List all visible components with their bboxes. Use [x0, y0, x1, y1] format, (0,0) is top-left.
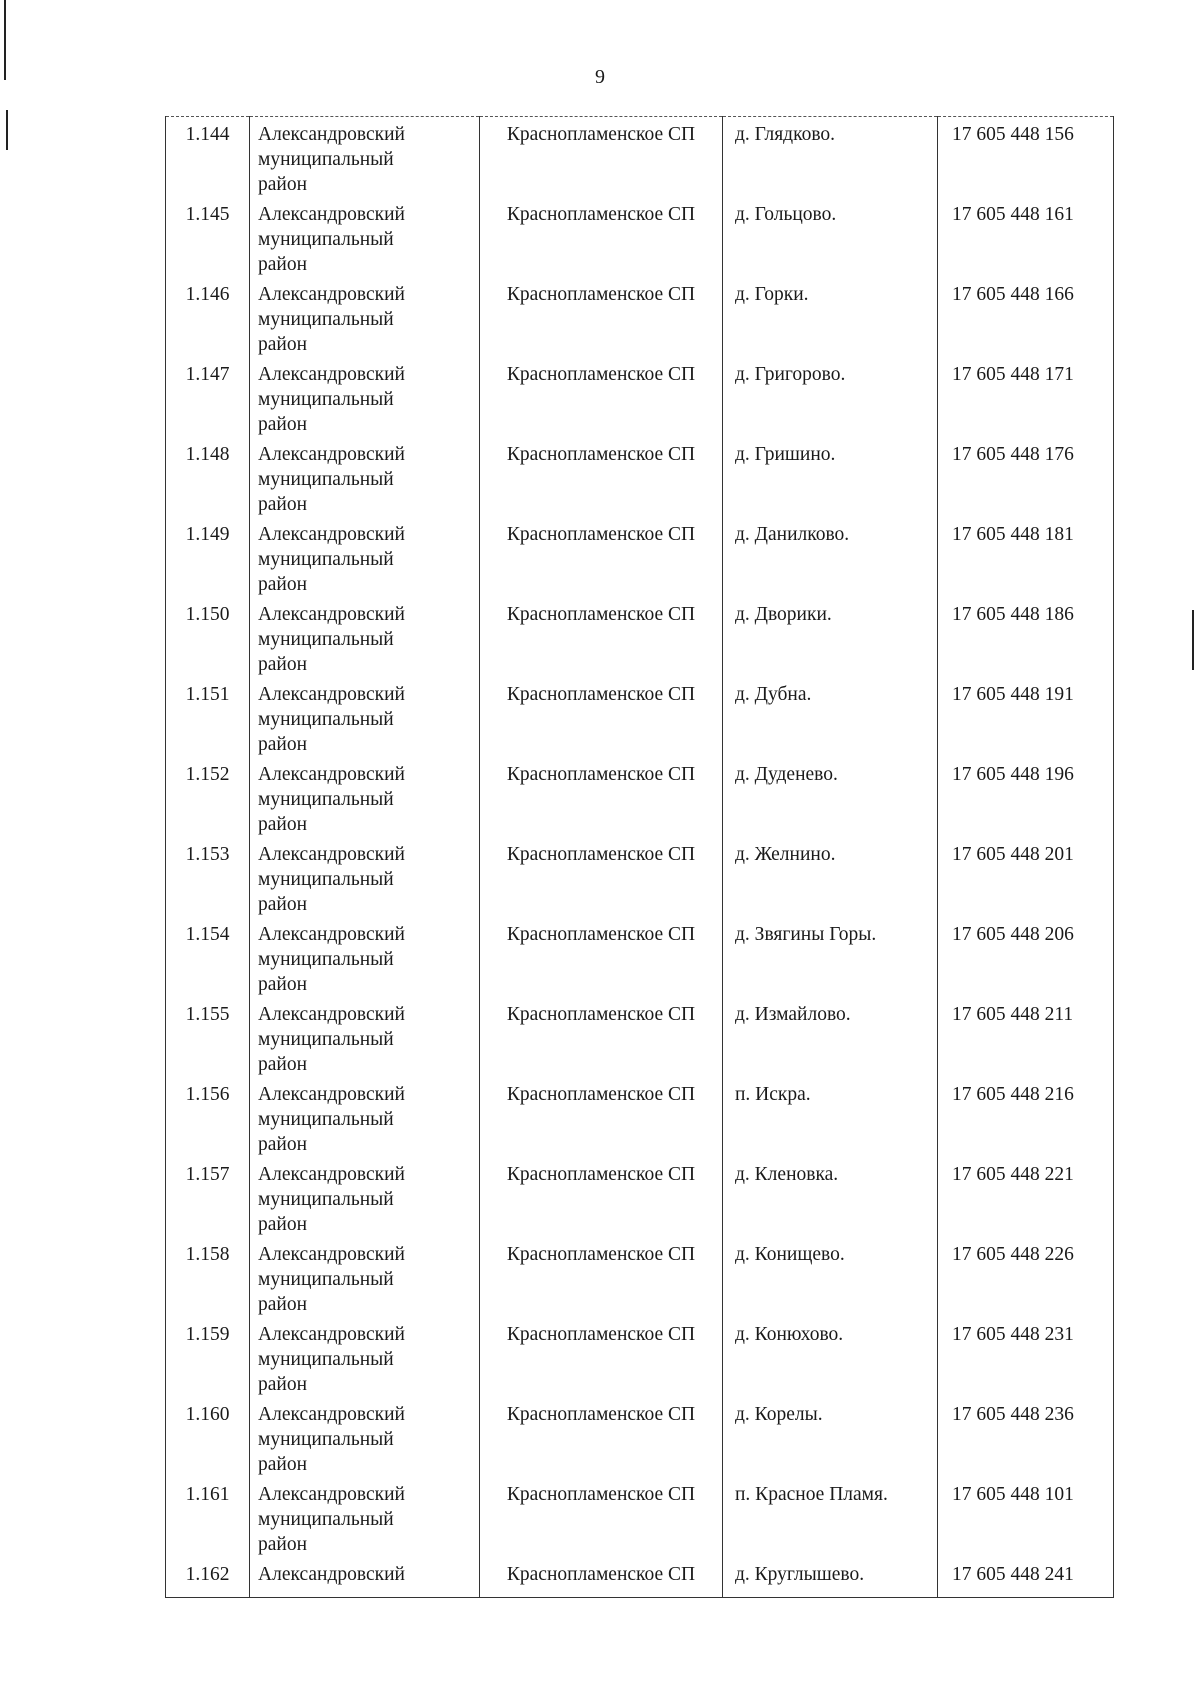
municipality-text: Александровский муниципальный район: [258, 1484, 405, 1555]
row-number-text: 1.159: [185, 1324, 230, 1345]
row-number-text: 1.155: [185, 1004, 230, 1025]
settlement-text: Краснопламенское СП: [506, 1084, 696, 1105]
settlement-cell: [480, 837, 723, 917]
municipality-text: Александровский муниципальный район: [258, 1004, 405, 1075]
row-number-text: 1.158: [185, 1244, 230, 1265]
row-number-cell: [166, 117, 250, 198]
table-row: [166, 1557, 1114, 1597]
municipality-cell: [250, 757, 480, 837]
oktmo-code-cell: [938, 917, 1114, 997]
locality-text: д. Корелы.: [735, 1404, 823, 1425]
settlement-text: Краснопламенское СП: [506, 684, 696, 705]
locality-cell: [723, 677, 938, 757]
municipality-cell: [250, 1397, 480, 1477]
locality-cell: [723, 597, 938, 677]
table-row: [166, 437, 1114, 517]
row-number-text: 1.151: [185, 684, 230, 705]
municipality-cell: [250, 197, 480, 277]
row-number-text: 1.150: [185, 604, 230, 625]
table-row: [166, 597, 1114, 677]
settlement-text: Краснопламенское СП: [506, 1244, 696, 1265]
table-row: [166, 837, 1114, 917]
municipality-text: Александровский муниципальный район: [258, 844, 405, 915]
settlement-cell: [480, 1397, 723, 1477]
settlement-cell: [480, 1317, 723, 1397]
row-number-cell: [166, 357, 250, 437]
municipality-cell: [250, 1477, 480, 1557]
oktmo-code-text: 17 605 448 166: [952, 284, 1074, 305]
oktmo-code-cell: [938, 1077, 1114, 1157]
settlement-text: Краснопламенское СП: [506, 524, 696, 545]
settlement-text: Краснопламенское СП: [506, 204, 696, 225]
oktmo-code-cell: [938, 117, 1114, 198]
municipality-text: Александровский муниципальный район: [258, 204, 405, 275]
table-row: [166, 357, 1114, 437]
locality-text: д. Горки.: [735, 284, 809, 305]
row-number-cell: [166, 517, 250, 597]
settlement-cell: [480, 1557, 723, 1597]
oktmo-code-text: 17 605 448 176: [952, 444, 1074, 465]
scan-edge-mark-right: [1192, 610, 1194, 670]
settlement-cell: [480, 197, 723, 277]
locality-cell: [723, 517, 938, 597]
oktmo-code-cell: [938, 677, 1114, 757]
oktmo-code-text: 17 605 448 171: [952, 364, 1074, 385]
municipality-cell: [250, 1157, 480, 1237]
oktmo-code-cell: [938, 277, 1114, 357]
settlement-text: Краснопламенское СП: [506, 1004, 696, 1025]
municipality-text: Александровский муниципальный район: [258, 1404, 405, 1475]
oktmo-code-text: 17 605 448 181: [952, 524, 1074, 545]
table-row: [166, 1237, 1114, 1317]
locality-text: д. Круглышево.: [735, 1564, 865, 1585]
settlement-text: Краснопламенское СП: [506, 764, 696, 785]
municipality-cell: [250, 1237, 480, 1317]
table-row: [166, 1077, 1114, 1157]
row-number-text: 1.145: [185, 204, 230, 225]
row-number-cell: [166, 197, 250, 277]
table-row: [166, 117, 1114, 198]
settlement-cell: [480, 1157, 723, 1237]
settlement-cell: [480, 517, 723, 597]
locality-cell: [723, 1237, 938, 1317]
row-number-text: 1.148: [185, 444, 230, 465]
oktmo-code-text: 17 605 448 191: [952, 684, 1074, 705]
municipality-cell: [250, 437, 480, 517]
row-number-cell: [166, 437, 250, 517]
row-number-text: 1.161: [185, 1484, 230, 1505]
locality-cell: [723, 437, 938, 517]
oktmo-code-text: 17 605 448 231: [952, 1324, 1074, 1345]
row-number-cell: [166, 1077, 250, 1157]
locality-cell: [723, 1317, 938, 1397]
municipality-text: Александровский муниципальный район: [258, 1084, 405, 1155]
municipality-cell: [250, 357, 480, 437]
settlement-cell: [480, 1477, 723, 1557]
locality-cell: [723, 1077, 938, 1157]
municipality-cell: [250, 837, 480, 917]
municipality-cell: [250, 117, 480, 198]
settlement-cell: [480, 117, 723, 198]
table-row: [166, 197, 1114, 277]
oktmo-code-cell: [938, 837, 1114, 917]
oktmo-code-cell: [938, 437, 1114, 517]
locality-cell: [723, 757, 938, 837]
municipality-cell: [250, 917, 480, 997]
settlement-text: Краснопламенское СП: [506, 1484, 696, 1505]
locality-text: д. Глядково.: [735, 124, 836, 145]
locality-text: п. Искра.: [735, 1084, 811, 1105]
row-number-cell: [166, 677, 250, 757]
row-number-text: 1.156: [185, 1084, 230, 1105]
page-number: 9: [595, 66, 605, 88]
settlement-cell: [480, 997, 723, 1077]
row-number-text: 1.153: [185, 844, 230, 865]
locality-text: д. Гришино.: [735, 444, 836, 465]
municipality-cell: [250, 517, 480, 597]
row-number-text: 1.149: [185, 524, 230, 545]
settlement-cell: [480, 757, 723, 837]
settlement-cell: [480, 917, 723, 997]
locality-text: д. Желнино.: [735, 844, 836, 865]
settlement-cell: [480, 1077, 723, 1157]
row-number-cell: [166, 1397, 250, 1477]
row-number-cell: [166, 997, 250, 1077]
municipality-cell: [250, 1557, 480, 1597]
oktmo-code-cell: [938, 997, 1114, 1077]
row-number-text: 1.146: [185, 284, 230, 305]
municipality-text: Александровский муниципальный район: [258, 124, 405, 195]
row-number-cell: [166, 1317, 250, 1397]
settlement-cell: [480, 437, 723, 517]
locality-text: д. Данилково.: [735, 524, 850, 545]
oktmo-code-text: 17 605 448 241: [952, 1564, 1074, 1585]
settlement-cell: [480, 597, 723, 677]
oktmo-code-cell: [938, 1397, 1114, 1477]
municipality-text: Александровский муниципальный район: [258, 1244, 405, 1315]
settlement-cell: [480, 277, 723, 357]
row-number-cell: [166, 277, 250, 357]
locality-cell: [723, 197, 938, 277]
row-number-text: 1.147: [185, 364, 230, 385]
table-row: [166, 997, 1114, 1077]
row-number-cell: [166, 1557, 250, 1597]
locality-cell: [723, 1557, 938, 1597]
locality-cell: [723, 117, 938, 198]
row-number-cell: [166, 1157, 250, 1237]
settlement-text: Краснопламенское СП: [506, 444, 696, 465]
municipality-cell: [250, 1317, 480, 1397]
settlement-cell: [480, 677, 723, 757]
settlement-text: Краснопламенское СП: [506, 364, 696, 385]
municipality-text: Александровский муниципальный район: [258, 364, 405, 435]
locality-cell: [723, 917, 938, 997]
scan-edge-mark-left: [6, 110, 8, 150]
table-row: [166, 1477, 1114, 1557]
oktmo-code-text: 17 605 448 186: [952, 604, 1074, 625]
row-number-text: 1.162: [185, 1564, 230, 1585]
locality-text: д. Кленовка.: [735, 1164, 839, 1185]
oktmo-code-cell: [938, 1557, 1114, 1597]
oktmo-code-cell: [938, 1477, 1114, 1557]
row-number-text: 1.157: [185, 1164, 230, 1185]
settlement-text: Краснопламенское СП: [506, 1404, 696, 1425]
locality-cell: [723, 1157, 938, 1237]
table-row: [166, 917, 1114, 997]
row-number-text: 1.154: [185, 924, 230, 945]
oktmo-code-cell: [938, 517, 1114, 597]
locality-cell: [723, 1397, 938, 1477]
settlement-cell: [480, 357, 723, 437]
locality-cell: [723, 1477, 938, 1557]
row-number-text: 1.160: [185, 1404, 230, 1425]
municipality-text: Александровский муниципальный район: [258, 604, 405, 675]
municipality-text: Александровский муниципальный район: [258, 684, 405, 755]
municipality-cell: [250, 597, 480, 677]
municipality-cell: [250, 1077, 480, 1157]
settlement-text: Краснопламенское СП: [506, 604, 696, 625]
row-number-cell: [166, 917, 250, 997]
municipality-text: Александровский муниципальный район: [258, 524, 405, 595]
locality-text: п. Красное Пламя.: [735, 1484, 888, 1505]
oktmo-code-text: 17 605 448 221: [952, 1164, 1074, 1185]
locality-text: д. Звягины Горы.: [735, 924, 877, 945]
oktmo-code-cell: [938, 757, 1114, 837]
row-number-cell: [166, 837, 250, 917]
settlement-text: Краснопламенское СП: [506, 1324, 696, 1345]
oktmo-code-cell: [938, 597, 1114, 677]
row-number-text: 1.152: [185, 764, 230, 785]
settlement-text: Краснопламенское СП: [506, 1564, 696, 1585]
row-number-cell: [166, 1477, 250, 1557]
oktmo-code-text: 17 605 448 236: [952, 1404, 1074, 1425]
locality-cell: [723, 997, 938, 1077]
oktmo-code-cell: [938, 1157, 1114, 1237]
municipality-cell: [250, 677, 480, 757]
locality-cell: [723, 837, 938, 917]
registry-table: [165, 116, 1114, 1598]
locality-text: д. Конищево.: [735, 1244, 845, 1265]
oktmo-code-text: 17 605 448 226: [952, 1244, 1074, 1265]
oktmo-code-text: 17 605 448 101: [952, 1484, 1074, 1505]
settlement-text: Краснопламенское СП: [506, 284, 696, 305]
locality-text: д. Дворики.: [735, 604, 832, 625]
locality-text: д. Григорово.: [735, 364, 846, 385]
row-number-text: 1.144: [185, 124, 230, 145]
municipality-text: Александровский: [258, 1564, 405, 1585]
municipality-text: Александровский муниципальный район: [258, 764, 405, 835]
oktmo-code-cell: [938, 1237, 1114, 1317]
locality-text: д. Дубна.: [735, 684, 812, 705]
oktmo-code-text: 17 605 448 216: [952, 1084, 1074, 1105]
oktmo-code-cell: [938, 357, 1114, 437]
table-row: [166, 277, 1114, 357]
locality-text: д. Измайлово.: [735, 1004, 851, 1025]
settlement-text: Краснопламенское СП: [506, 924, 696, 945]
locality-text: д. Гольцово.: [735, 204, 837, 225]
oktmo-code-text: 17 605 448 196: [952, 764, 1074, 785]
locality-cell: [723, 357, 938, 437]
oktmo-code-cell: [938, 1317, 1114, 1397]
locality-text: д. Конюхово.: [735, 1324, 844, 1345]
row-number-cell: [166, 757, 250, 837]
table-row: [166, 677, 1114, 757]
oktmo-code-text: 17 605 448 211: [952, 1004, 1074, 1025]
row-number-cell: [166, 1237, 250, 1317]
oktmo-code-text: 17 605 448 206: [952, 924, 1074, 945]
settlement-text: Краснопламенское СП: [506, 124, 696, 145]
table-row: [166, 1317, 1114, 1397]
row-number-cell: [166, 597, 250, 677]
oktmo-code-text: 17 605 448 156: [952, 124, 1074, 145]
municipality-text: Александровский муниципальный район: [258, 444, 405, 515]
table-row: [166, 1157, 1114, 1237]
table-row: [166, 757, 1114, 837]
municipality-cell: [250, 277, 480, 357]
table-row: [166, 517, 1114, 597]
settlement-cell: [480, 1237, 723, 1317]
table-row: [166, 1397, 1114, 1477]
locality-text: д. Дуденево.: [735, 764, 838, 785]
settlement-text: Краснопламенское СП: [506, 1164, 696, 1185]
oktmo-code-cell: [938, 197, 1114, 277]
oktmo-code-text: 17 605 448 161: [952, 204, 1074, 225]
municipality-text: Александровский муниципальный район: [258, 1164, 405, 1235]
locality-cell: [723, 277, 938, 357]
municipality-cell: [250, 997, 480, 1077]
municipality-text: Александровский муниципальный район: [258, 924, 405, 995]
municipality-text: Александровский муниципальный район: [258, 284, 405, 355]
settlement-text: Краснопламенское СП: [506, 844, 696, 865]
municipality-text: Александровский муниципальный район: [258, 1324, 405, 1395]
oktmo-code-text: 17 605 448 201: [952, 844, 1074, 865]
